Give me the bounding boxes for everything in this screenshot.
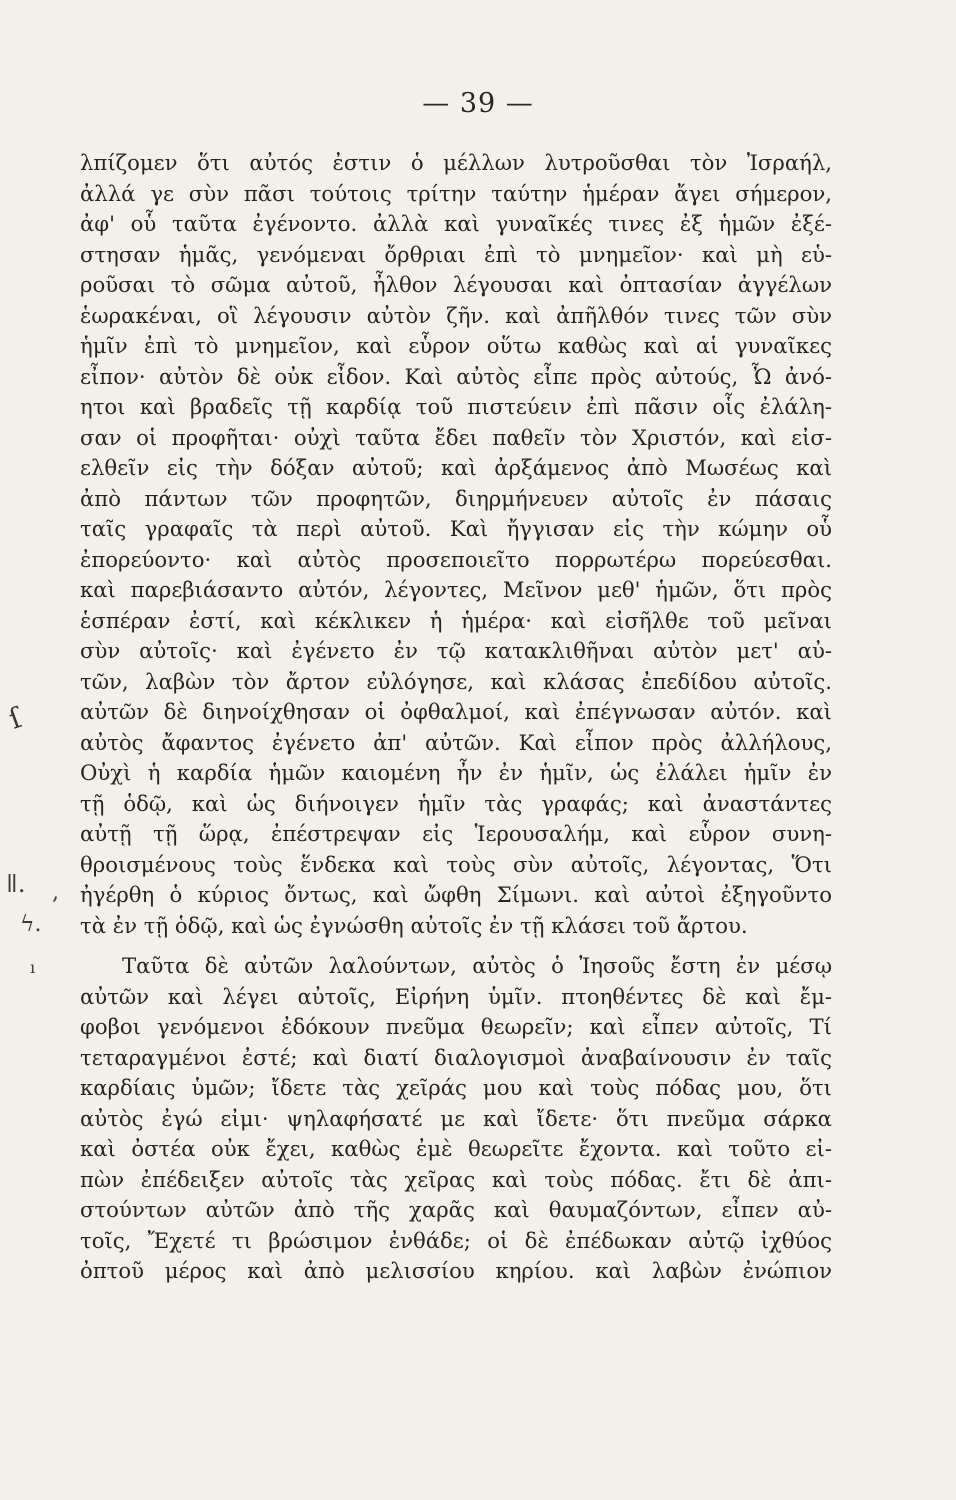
- text-line: καρδίαις ὑμῶν; ἴδετε τὰς χεῖράς μου καὶ τοὺς πόδας μου, ὅτι: [80, 1075, 832, 1100]
- text-line: στησαν ἡμᾶς, γενόμεναι ὄρθριαι ἐπὶ τὸ μνημεῖον· καὶ μὴ εὑ-: [80, 241, 832, 267]
- text-line: αὐτὸς ἄφαντος ἐγένετο ἀπ' αὐτῶν. Καὶ εἶπον πρὸς ἀλλήλους,: [80, 729, 832, 755]
- text-line: αὐτῶν καὶ λέγει αὐτοῖς, Εἰρήνη ὑμῖν. πτοηθέντες δὲ καὶ ἔμ-: [80, 983, 832, 1009]
- text-line: σαν οἱ προφῆται· οὐχὶ ταῦτα ἔδει παθεῖν τὸν Χριστόν, καὶ εἰσ-: [80, 424, 832, 450]
- text-line: ἑσπέραν ἐστί, καὶ κέκλικεν ἡ ἡμέρα· καὶ εἰσῆλθε τοῦ μεῖναι: [80, 607, 832, 633]
- text-line: ἀπὸ πάντων τῶν προφητῶν, διηρμήνευεν αὐτοῖς ἐν πάσαις: [80, 485, 832, 511]
- text-line: πὼν ἐπέδειξεν αὐτοῖς τὰς χεῖρας καὶ τοὺς πόδας. ἔτι δὲ ἀπι-: [80, 1166, 832, 1192]
- text-line: τὰ ἐν τῇ ὁδῷ, καὶ ὡς ἐγνώσθη αὐτοῖς ἐν τῇ κλάσει τοῦ ἄρτου.: [80, 912, 748, 938]
- body-text: [80, 148, 832, 1287]
- text-line: τῇ ὁδῷ, καὶ ὡς διήνοιγεν ἡμῖν τὰς γραφάς; καὶ ἀναστάντες: [80, 790, 832, 816]
- page-number: — 39 —: [422, 88, 534, 119]
- text-line: ἀλλά γε σὺν πᾶσι τούτοις τρίτην ταύτην ἡμέραν ἄγει σήμερον,: [80, 180, 832, 206]
- text-line: τῶν, λαβὼν τὸν ἄρτον εὐλόγησε, καὶ κλάσας ἐπεδίδου αὐτοῖς.: [80, 668, 832, 694]
- text-line: ροῦσαι τὸ σῶμα αὐτοῦ, ἦλθον λέγουσαι καὶ ὀπτασίαν ἀγγέλων: [80, 272, 832, 297]
- margin-pencil-mark: ,: [52, 880, 59, 905]
- text-line: θροισμένους τοὺς ἕνδεκα καὶ τοὺς σὺν αὐτοῖς, λέγοντας, Ὅτι: [80, 851, 832, 877]
- text-line: Οὐχὶ ἡ καρδία ἡμῶν καιομένη ἦν ἐν ἡμῖν, ὡς ἐλάλει ἡμῖν ἐν: [80, 760, 832, 785]
- text-line: στούντων αὐτῶν ἀπὸ τῆς χαρᾶς καὶ θαυμαζόντων, εἶπεν αὐ-: [80, 1197, 832, 1222]
- text-line: καὶ ὀστέα οὐκ ἔχει, καθὼς ἐμὲ θεωρεῖτε ἔχοντα. καὶ τοῦτο εἰ-: [80, 1136, 832, 1161]
- margin-pencil-mark: ϟ.: [20, 912, 42, 937]
- margin-pencil-mark: ı: [30, 958, 36, 977]
- text-line: ὀπτοῦ μέρος καὶ ἀπὸ μελισσίου κηρίου. καὶ λαβὼν ἐνώπιον: [80, 1258, 832, 1283]
- text-line: τεταραγμένοι ἐστέ; καὶ διατί διαλογισμοὶ ἀναβαίνουσιν ἐν ταῖς: [80, 1044, 832, 1070]
- text-line: ελθεῖν εἰς τὴν δόξαν αὐτοῦ; καὶ ἀρξάμενος ἀπὸ Μωσέως καὶ: [80, 455, 832, 480]
- text-line: αὐτὸς ἐγώ εἰμι· ψηλαφήσατέ με καὶ ἴδετε· ὅτι πνεῦμα σάρκα: [80, 1105, 832, 1131]
- text-line: αὐτῶν δὲ διηνοίχθησαν οἱ ὀφθαλμοί, καὶ ἐπέγνωσαν αὐτόν. καὶ: [80, 699, 832, 724]
- text-line: Ταῦτα δὲ αὐτῶν λαλούντων, αὐτὸς ὁ Ἰησοῦς ἔστη ἐν μέσῳ: [122, 953, 832, 978]
- text-line: ἡμῖν ἐπὶ τὸ μνημεῖον, καὶ εὗρον οὕτω καθὼς καὶ αἱ γυναῖκες: [80, 333, 832, 358]
- text-line: ἀφ' οὗ ταῦτα ἐγένοντο. ἀλλὰ καὶ γυναῖκές τινες ἐξ ἡμῶν ἐξέ-: [80, 211, 832, 236]
- text-line: τοῖς, Ἔχετέ τι βρώσιμον ἐνθάδε; οἱ δὲ ἐπέδωκαν αὐτῷ ἰχθύος: [80, 1227, 832, 1253]
- text-line: φοβοι γενόμενοι ἐδόκουν πνεῦμα θεωρεῖν; καὶ εἶπεν αὐτοῖς, Τί: [80, 1014, 832, 1039]
- text-line: ητοι καὶ βραδεῖς τῇ καρδίᾳ τοῦ πιστεύειν ἐπὶ πᾶσιν οἷς ἐλάλη-: [80, 394, 832, 419]
- text-line: εἶπον· αὐτὸν δὲ οὐκ εἶδον. Καὶ αὐτὸς εἶπε πρὸς αὐτούς, Ὦ ἀνό-: [80, 363, 832, 389]
- text-line: καὶ παρεβιάσαντο αὐτόν, λέγοντες, Μεῖνον μεθ' ἡμῶν, ὅτι πρὸς: [80, 577, 832, 602]
- margin-pencil-mark: ſ: [4, 701, 26, 736]
- text-line: ταῖς γραφαῖς τὰ περὶ αὐτοῦ. Καὶ ἤγγισαν εἰς τὴν κώμην οὗ: [80, 516, 832, 541]
- text-line: αὐτῇ τῇ ὥρᾳ, ἐπέστρεψαν εἰς Ἱερουσαλήμ, καὶ εὗρον συνη-: [80, 821, 832, 846]
- text-line: σὺν αὐτοῖς· καὶ ἐγένετο ἐν τῷ κατακλιθῆναι αὐτὸν μετ' αὐ-: [80, 638, 832, 663]
- text-line: ἐπορεύοντο· καὶ αὐτὸς προσεποιεῖτο πορρωτέρω πορεύεσθαι.: [80, 546, 832, 572]
- margin-pencil-mark: ǁ.: [6, 870, 26, 898]
- text-line: ἑωρακέναι, οἳ λέγουσιν αὐτὸν ζῆν. καὶ ἀπῆλθόν τινες τῶν σὺν: [80, 302, 832, 328]
- text-line: λπίζομεν ὅτι αὐτός ἐστιν ὁ μέλλων λυτροῦσθαι τὸν Ἰσραήλ,: [80, 150, 832, 175]
- text-line: ἠγέρθη ὁ κύριος ὄντως, καὶ ὤφθη Σίμωνι. καὶ αὐτοὶ ἐξηγοῦντο: [80, 882, 832, 907]
